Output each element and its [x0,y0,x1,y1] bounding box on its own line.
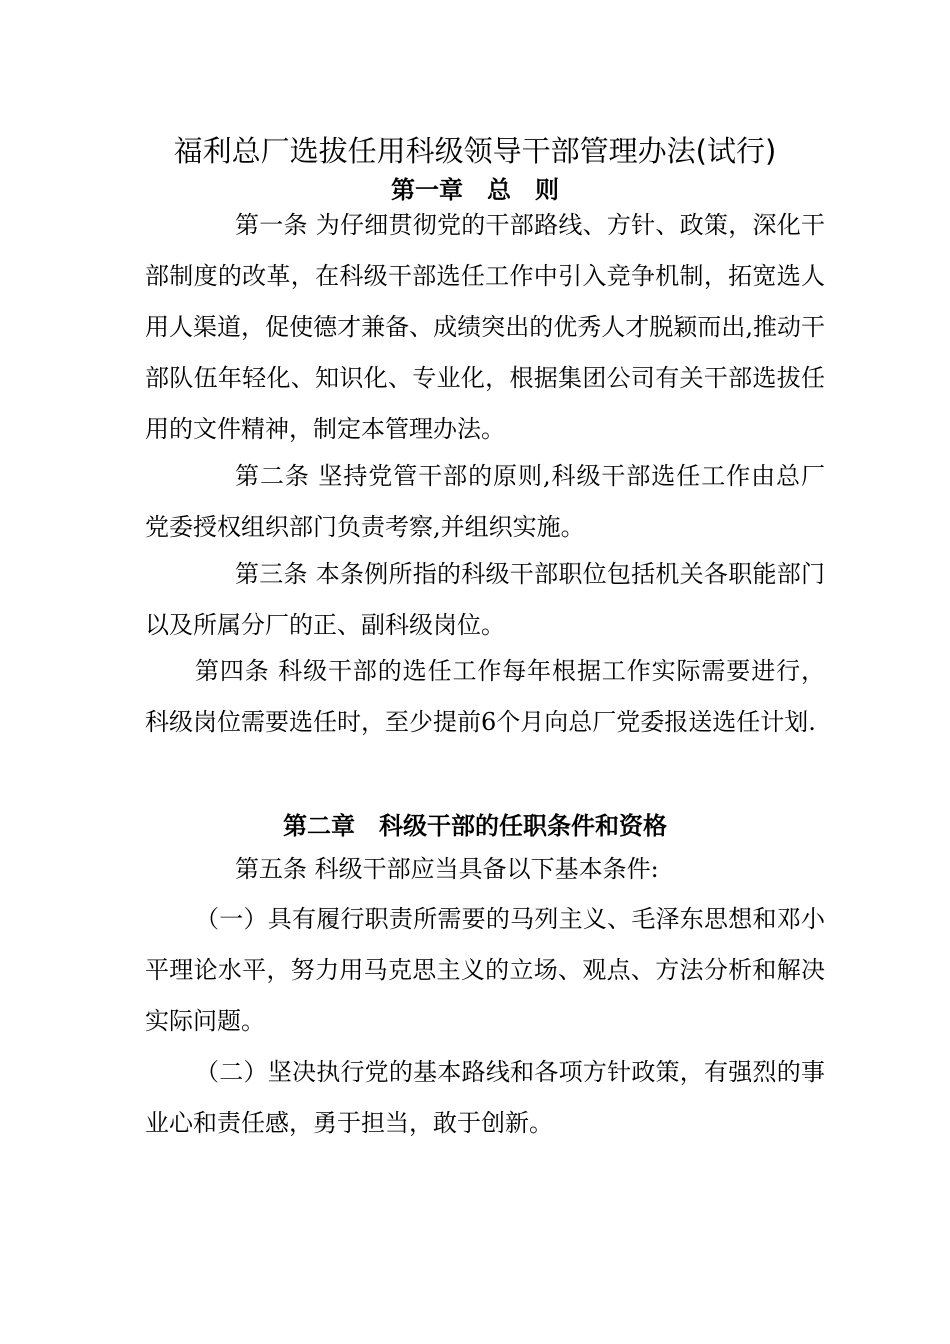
article-1: 第一条 为仔细贯彻党的干部路线、方针、政策，深化干部制度的改革，在科级干部选任工作中引入竞争机制，拓宽选人用人渠道，促使德才兼备、成绩突出的优秀人才脱颖而出,推动干部队伍年轻化、知识化、专业化，根据集团公司有关干部选拔任用的文件精神，制定本管理办法。 [145,211,825,443]
condition-item-2: （二）坚决执行党的基本路线和各项方针政策，有强烈的事业心和责任感，勇于担当，敢于创新。 [145,1058,825,1137]
document-title: 福利总厂选拔任用科级领导干部管理办法(试行) [173,134,777,168]
article-5: 第五条 科级干部应当具备以下基本条件: [235,855,659,883]
article-4: 第四条 科级干部的选任工作每年根据工作实际需要进行，科级岗位需要选任时，至少提前6个月向总厂党委报送选任计划. [145,657,825,736]
article-2: 第二条 坚持党管干部的原则,科级干部选任工作由总厂党委授权组织部门负责考察,并组织实施。 [145,462,825,541]
chapter-heading-1: 第一章 总 则 [391,176,559,204]
condition-item-1: （一）具有履行职责所需要的马列主义、毛泽东思想和邓小平理论水平，努力用马克思主义的立场、观点、方法分析和解决实际问题。 [145,905,825,1035]
article-3: 第三条 本条例所指的科级干部职位包括机关各职能部门以及所属分厂的正、副科级岗位。 [145,560,825,639]
chapter-heading-2: 第二章 科级干部的任职条件和资格 [283,812,667,840]
